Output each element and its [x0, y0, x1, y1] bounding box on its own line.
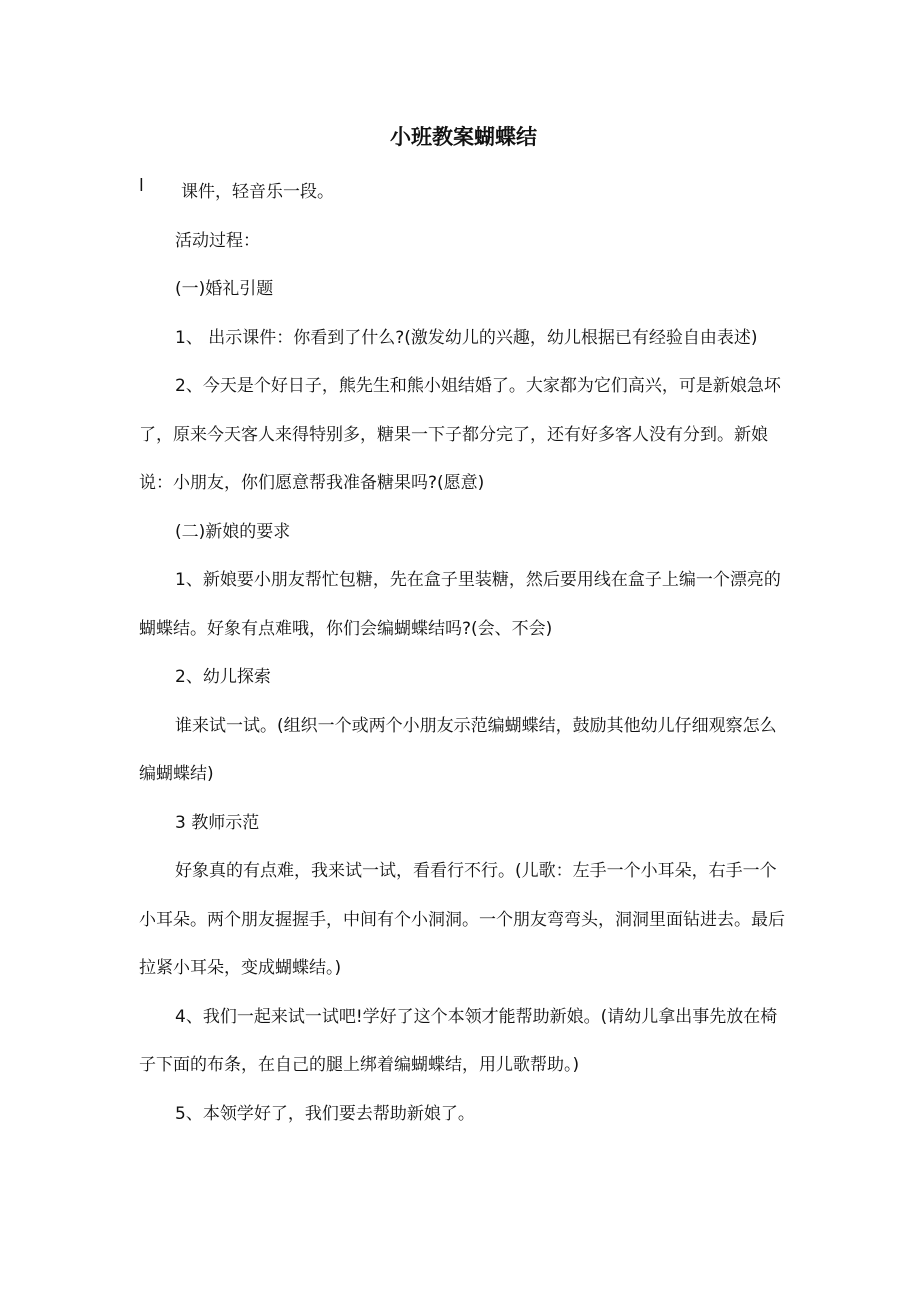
paragraph: 2、幼儿探索	[175, 667, 271, 687]
paragraph: 2、今天是个好日子，熊先生和熊小姐结婚了。大家都为它们高兴，可是新娘急坏了，原来今天客人来得特别多，糖果一下子都分完了，还有好多客人没有分到。新娘说：小朋友，你们愿意帮我准备糖果吗?(愿意)	[139, 376, 781, 493]
paragraph-process-heading: 活动过程：	[175, 230, 260, 251]
paragraph: 3 教师示范	[175, 812, 260, 833]
document-title: 小班教案蝴蝶结	[390, 125, 537, 149]
paragraph: 1、新娘要小朋友帮忙包糖，先在盒子里装糖，然后要用线在盒子上编一个漂亮的蝴蝶结。好象有点难哦，你们会编蝴蝶结吗?(会、不会)	[139, 570, 781, 639]
paragraph: 好象真的有点难，我来试一试，看看行不行。(儿歌：左手一个小耳朵，右手一个小耳朵。两个朋友握握手，中间有个小洞洞。一个朋友弯弯头，洞洞里面钻进去。最后拉紧小耳朵，变成蝴蝶结。)	[139, 861, 785, 978]
paragraph: 4、我们一起来试一试吧!学好了这个本领才能帮助新娘。(请幼儿拿出事先放在椅子下面的布条，在自己的腿上绑着编蝴蝶结，用儿歌帮助。)	[139, 1006, 778, 1075]
line-marker: l	[139, 176, 144, 196]
section-heading-2: (二)新娘的要求	[175, 521, 291, 542]
paragraph: 1、 出示课件：你看到了什么?(激发幼儿的兴趣，幼儿根据已有经验自由表述)	[175, 327, 758, 348]
section-heading-1: (一)婚礼引题	[175, 279, 274, 299]
paragraph: 5、本领学好了，我们要去帮助新娘了。	[175, 1103, 475, 1124]
paragraph-materials: 课件，轻音乐一段。	[181, 182, 334, 202]
document-body	[139, 168, 788, 1138]
paragraph: 谁来试一试。(组织一个或两个小朋友示范编蝴蝶结，鼓励其他幼儿仔细观察怎么编蝴蝶结)	[139, 715, 777, 784]
